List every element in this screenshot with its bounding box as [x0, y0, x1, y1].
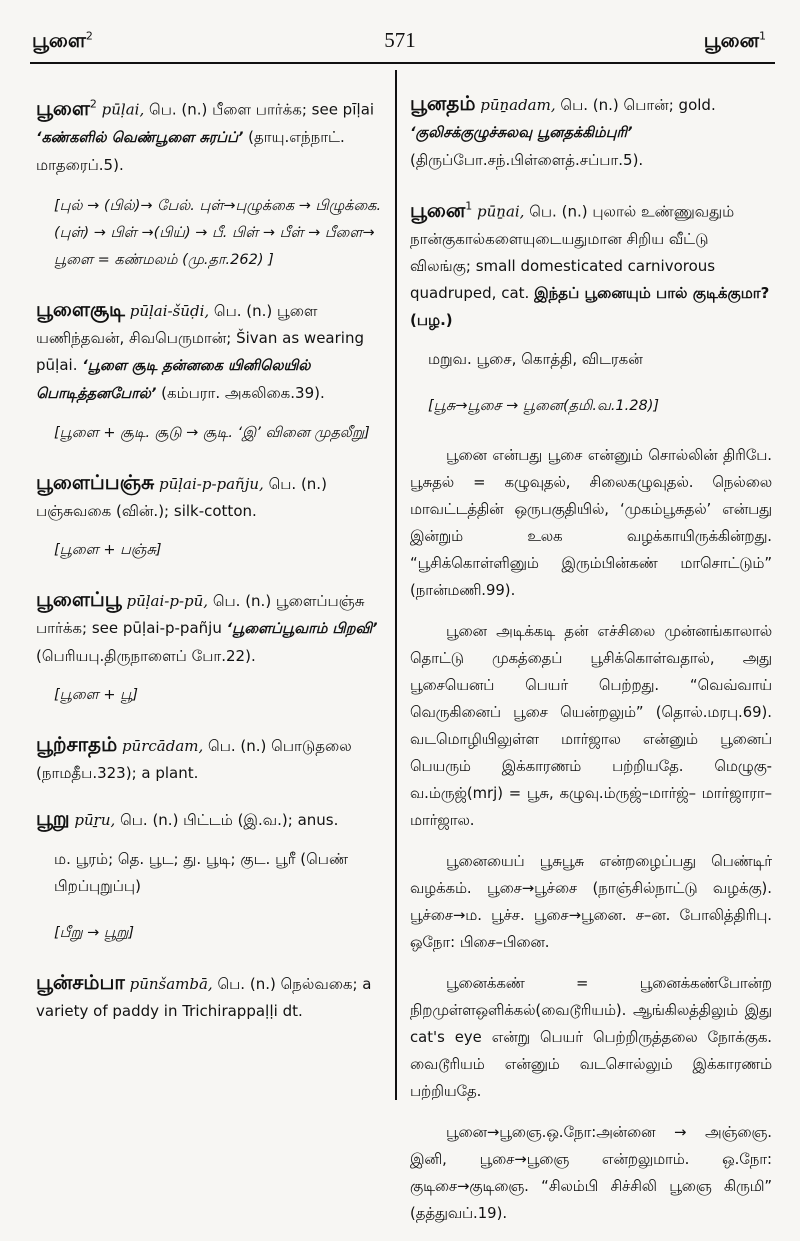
paragraph-1: பூனை என்பது பூசை என்னும் சொல்லின் திரிபே. பூசுதல் = கழுவுதல், சிலைகழுவுதல். நெல்லை மாவட்டத்தின் ஒருபகுதியில், ‘முகம்பூசுதல்’ என்பது இன்றும் உலக வழக்காயிருக்கின்றது. “பூசிக்கொள்ளினும் இரும்பின்கண் மாசொட்டும்” (நான்மணி.99).	[410, 446, 772, 599]
definition: பெ. (n.) நெல்வகை; a variety of paddy in Trichirappaḷḷi dt.	[36, 974, 372, 1020]
entry-punsamba	[36, 969, 386, 1025]
paragraph-2: பூனை அடிக்கடி தன் எச்சிலை முன்னங்காலால் தொட்டு முகத்தைப் பூசிக்கொள்வதால், அது பூசையெனப் பெயர் பெற்றது. “வெவ்வாய் வெருகினைப் பூசை யென்றலும்” (தொல்.மரபு.69). வடமொழியிலுள்ள மார்ஜால என்னும் பூனைப் பெயரும் இக்காரணம் பற்றியதே. மெழுகு- வ.ம்ருஜ்(mrj) = பூசு, கழுவு.ம்ருஜ்–மார்ஜ்– மார்ஜாரா–மார்ஜால.	[410, 622, 772, 829]
etymology: [பூளை + பஞ்சு]	[54, 541, 162, 558]
headword: பூளைப்பஞ்சு	[36, 469, 155, 494]
transliteration: pūḷai,	[101, 100, 145, 119]
entry-puru	[36, 805, 386, 834]
paragraph-5: பூனை→பூஞை.ஒ.நோ:அன்னை → அஞ்ஞை. இனி, பூசை→பூஞை என்றலுமாம். ஒ.நோ: குடிசை→குடிஞை. “சிலம்பி சிச்சிலி பூஞை கிருமி” (தத்துவப்.19).	[410, 1123, 772, 1222]
definition: பெ. (n.) பூளை யணிந்தவன், சிவபெருமான்; Šivan as wearing pūḷai.	[36, 301, 364, 374]
transliteration: pūrcādam,	[121, 736, 204, 755]
definition: பெ. (n.) புலால் உண்ணுவதும் நான்குகால்களையுடையதுமான சிறிய வீட்டு விலங்கு; small domesticated carnivorous quadruped, cat.	[410, 202, 735, 302]
entry-punai1	[410, 192, 772, 334]
definition: பெ. (n.) பிட்டம் (இ.வ.); anus.	[115, 810, 339, 829]
synonyms: மறுவ. பூசை, கொத்தி, விடரகன்	[428, 349, 643, 368]
page-number: 571	[384, 28, 416, 52]
headword: பூனதம்	[410, 91, 476, 115]
transliteration: pūṉadam,	[480, 96, 556, 114]
transliteration: pūṟu,	[74, 810, 116, 829]
paragraph-4: பூனைக்கண் = பூனைக்கண்போன்ற நிறமுள்ளஒளிக்கல்(வைடூரியம்). ஆங்கிலத்திலும் இது cat's eye என்று பெயர் பெற்றிருத்தலை நோக்குக. வைடூரியம் என்னும் வடசொல்லும் இக்காரணம் பற்றியதே.	[410, 974, 772, 1100]
etymology: [புல் → (பில்)→ பேல். புள்→புழுக்கை → பிழுக்கை. (புள்) → பிள் →(பிய்) → பீ. பிள் → பீள் → பீளை→ பூளை = கண்மலம் (மு.தா.262) ]	[54, 197, 382, 268]
entry-pulai-p-pu	[36, 586, 386, 670]
headword: பூளைசூடி	[36, 296, 125, 321]
headword: பூன்சம்பா	[36, 969, 125, 994]
source: (தாயு.எந்நாட். மாதரைப்.5).	[36, 127, 345, 174]
quotation: ‘கண்களில் வெண்பூளை சுரப்ப்’	[36, 129, 244, 146]
entry-punadam	[410, 90, 772, 174]
definition: பெ. (n.) பஞ்சுவகை (வின்.); silk-cotton.	[36, 474, 327, 520]
headword: பூனை$^1$	[410, 197, 473, 222]
etymology: [பீறு → பூறு]	[54, 924, 134, 941]
paragraph-3: பூனையைப் பூசுபூசு என்றழைப்பது பெண்டிர் வழக்கம். பூசை→பூச்சை (நாஞ்சில்நாட்டு வழக்கு). பூச்சை→ம. பூச்ச. பூசை→பூனை. ச–ன. போலித்திரிபு. ஒநோ: பிசை–பினை.	[410, 852, 772, 951]
quotation: ‘பூளைப்பூவாம் பிறவி’	[226, 620, 378, 637]
column-divider	[395, 70, 397, 1100]
definition: பெ. (n.) பூளைப்பஞ்சு பார்க்க; see pūḷai-p-pañju	[36, 591, 365, 637]
headword: பூளை$^2$	[36, 95, 97, 120]
source: (கம்பரா. அகலிகை.39).	[156, 383, 325, 402]
quotation: ‘குலிசக்குழுச்சுலவு பூனதக்கிம்புரி’	[410, 125, 633, 141]
transliteration: pūḷai-p-pañju,	[158, 474, 264, 493]
header-rule	[30, 62, 775, 64]
source: (பெரியபு.திருநாளைப் போ.22).	[36, 646, 256, 665]
entry-pulai-sudi	[36, 296, 386, 408]
right-column	[410, 90, 772, 1241]
left-column	[36, 90, 386, 1037]
etymology: [பூளை + பூ]	[54, 686, 139, 703]
quotation: ‘பூளை சூடி தன்னகை யினிலெயில் பொடித்தனபோல்’	[36, 357, 311, 402]
transliteration: pūnšambā,	[129, 974, 213, 993]
definition: பெ. (n.) பொன்; gold.	[555, 96, 716, 114]
entry-pulai-p-panju	[36, 469, 386, 525]
etymology: [பூசு→பூசை → பூனை(தமி.வ.1.28)]	[428, 397, 660, 414]
left-guide-word: பூளை$^2$	[32, 28, 93, 52]
headword: பூற்சாதம்	[36, 731, 118, 756]
headword: பூளைப்பூ	[36, 586, 122, 611]
example: இந்தப் பூனையும் பால் குடிக்குமா? (பழ.)	[410, 283, 770, 329]
transliteration: pūṉai,	[477, 202, 525, 221]
right-guide-word: பூனை$^1$	[703, 28, 766, 52]
headword: பூறு	[36, 805, 70, 830]
transliteration: pūḷai-p-pū,	[126, 591, 209, 610]
entry-purcadam	[36, 731, 386, 787]
definition: பெ. (n.) பொடுதலை (நாமதீப.323); a plant.	[36, 736, 352, 782]
etymology: [பூளை + சூடி. சூடு → சூடி. ‘இ’ வினை முதலீறு]	[54, 424, 370, 441]
page-header	[0, 0, 800, 70]
transliteration: pūḷai-šūḍi,	[129, 301, 210, 320]
cognates: ம. பூரம்; தெ. பூட; து. பூடி; குட. பூரீ (பெண் பிறப்புறுப்பு)	[54, 849, 349, 895]
definition: பெ. (n.) பீளை பார்க்க; see pīḷai	[144, 100, 375, 119]
entry-pulai2	[36, 90, 386, 179]
source: (திருப்போ.சந்.பிள்ளைத்.சப்பா.5).	[410, 151, 644, 169]
